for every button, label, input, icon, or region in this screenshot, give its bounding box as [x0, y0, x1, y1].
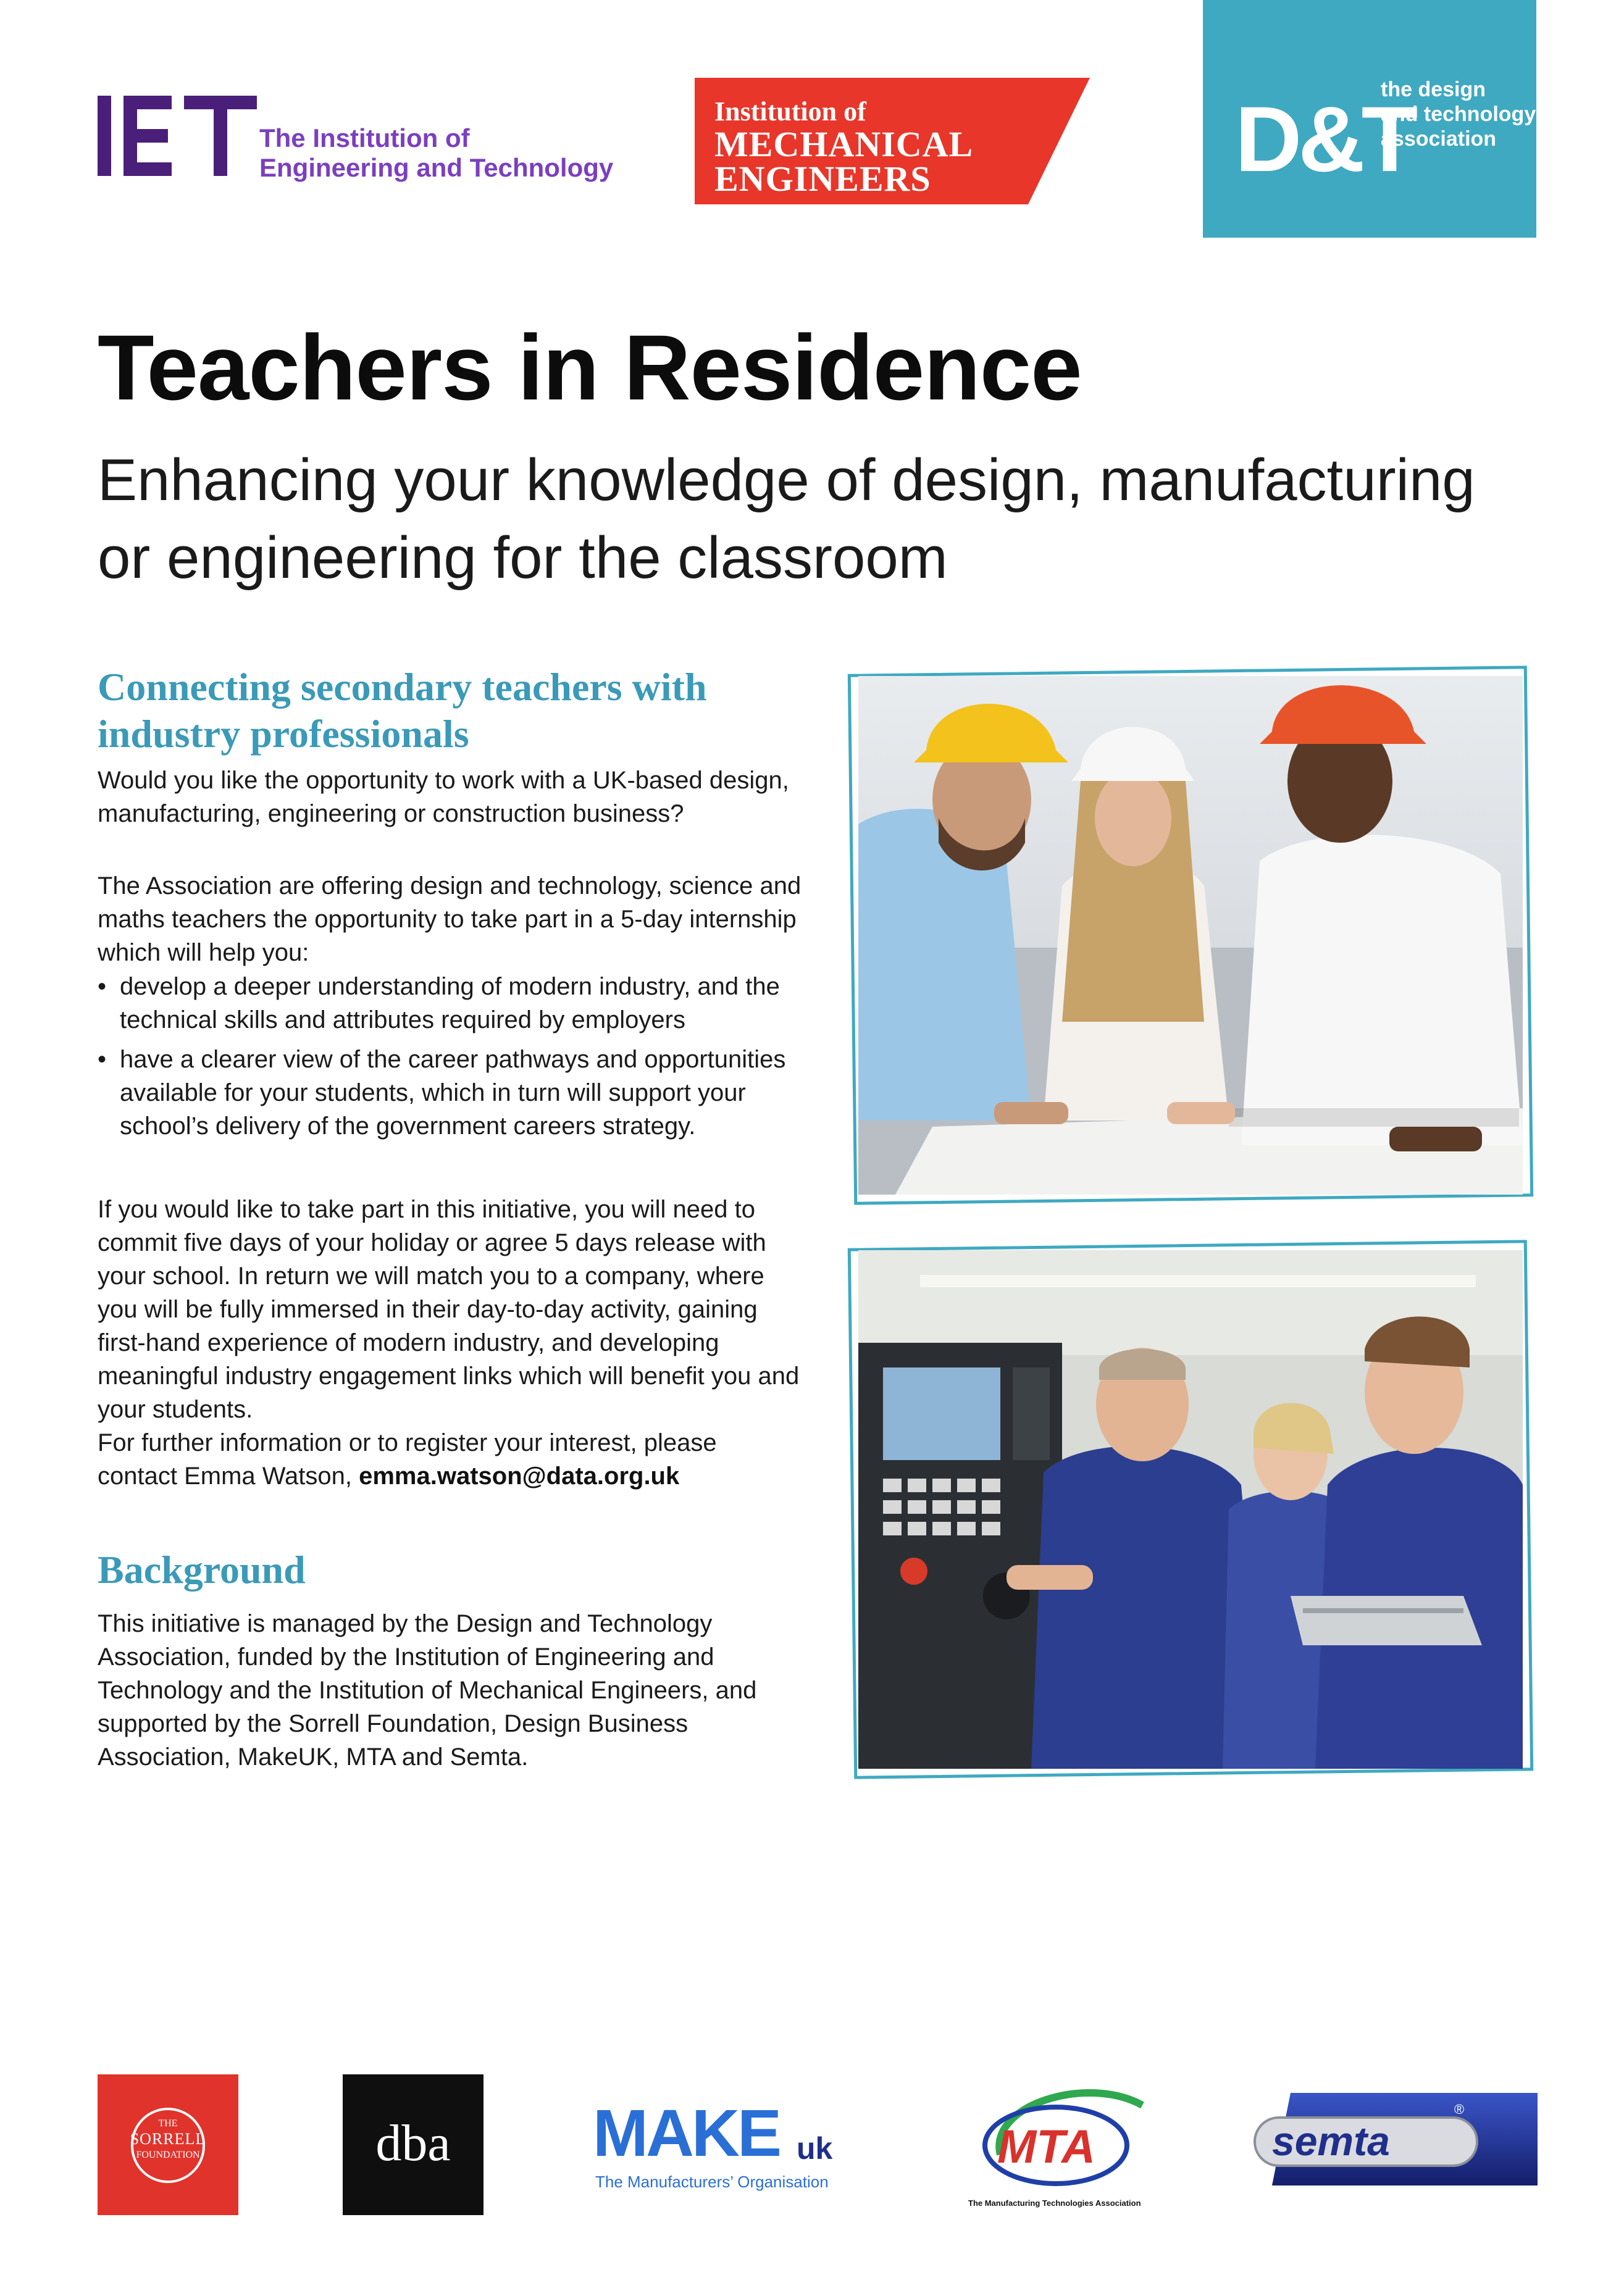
sorrell-line1: THE — [158, 2118, 178, 2129]
make-uk-tagline: The Manufacturers’ Organisation — [595, 2173, 829, 2191]
make-uk-suffix: uk — [797, 2131, 833, 2166]
photo-image — [858, 1250, 1523, 1769]
mta-mark: MTA — [997, 2121, 1095, 2173]
bullet-icon: • — [98, 973, 107, 1000]
contact-paragraph — [98, 1426, 802, 1493]
sorrell-line2: SORRELL — [130, 2130, 206, 2148]
intro-paragraph: Would you like the opportunity to work with a UK-based design, manufacturing, engineering or construction business? — [98, 767, 789, 827]
page-title: Teachers in Residence — [98, 315, 1082, 419]
dt-logo-line1: the design — [1381, 78, 1486, 101]
photo-image — [858, 676, 1523, 1195]
make-uk-mark: MAKE — [593, 2095, 779, 2170]
semta-mark: semta — [1272, 2118, 1390, 2164]
mta-logo — [963, 2081, 1155, 2216]
sorrell-line3: FOUNDATION — [136, 2150, 200, 2160]
background-paragraph: This initiative is managed by the Design and Technology Association, funded by the Institution of Engineering and Technology and the Institution of Mechanical Engineers, and supported by the Sorrell Foundation, Design Business Association, MakeUK, MTA and Semta. — [98, 1610, 757, 1771]
dt-logo-text — [1381, 77, 1536, 151]
imeche-line3: ENGINEERS — [714, 159, 931, 199]
section-heading-background: Background — [98, 1548, 306, 1592]
offer-paragraph: The Association are offering design and technology, science and maths teachers the opportunity to take part in a 5-day internship which will help you: — [98, 872, 802, 966]
list-item-text: develop a deeper understanding of modern industry, and the technical skills and attributes required by employers — [120, 973, 780, 1033]
contact-text: For further information or to register your interest, please contact Emma Watson, — [98, 1429, 717, 1490]
dt-logo-line3: association — [1381, 127, 1497, 151]
iet-logo — [98, 96, 614, 182]
benefits-list — [98, 970, 802, 1149]
sorrell-foundation-logo — [98, 2074, 238, 2215]
iet-logo-mark — [98, 96, 258, 176]
iet-logo-line2: Engineering and Technology — [259, 153, 614, 182]
dba-logo — [343, 2074, 483, 2215]
semta-registered-mark: ® — [1454, 2102, 1465, 2117]
semta-logo — [1254, 2093, 1538, 2185]
photo-engineers-reviewing-plans — [851, 670, 1530, 1201]
dt-logo-line2: and technology — [1381, 102, 1536, 126]
imeche-line1: Institution of — [714, 96, 866, 127]
bullet-icon: • — [98, 1046, 107, 1073]
imeche-logo — [695, 78, 1090, 204]
mta-tagline: The Manufacturing Technologies Association — [968, 2198, 1141, 2208]
commitment-paragraph: If you would like to take part in this initiative, you will need to commit five days of your holiday or agree 5 days release with your school. In return we will match you to a company, where you will be fully immersed in their day-to-day activity, gaining first-hand experience of modern industry, and developing meaningful industry engagement links which will benefit you and your students. — [98, 1196, 800, 1423]
dt-logo-mark: D&T — [1235, 87, 1415, 191]
contact-email-link[interactable]: emma.watson@data.org.uk — [359, 1463, 680, 1490]
photo-cnc-machine-training — [851, 1244, 1530, 1775]
make-uk-logo — [593, 2095, 852, 2198]
page-subtitle: Enhancing your knowledge of design, manufacturing or engineering for the classroom — [98, 447, 1475, 591]
imeche-line2: MECHANICAL — [714, 124, 974, 164]
dt-association-logo — [1203, 0, 1536, 238]
iet-logo-text — [259, 123, 613, 183]
list-item — [98, 1043, 802, 1143]
iet-logo-line1: The Institution of — [259, 123, 470, 152]
imeche-logo-text — [714, 96, 974, 199]
dba-logo-text: dba — [375, 2114, 451, 2172]
list-item — [98, 970, 802, 1037]
list-item-text: have a clearer view of the career pathways and opportunities available for your students, which in turn will support your school’s delivery of the government careers strategy. — [120, 1046, 786, 1140]
section-heading-connecting: Connecting secondary teachers with industry professionals — [98, 665, 707, 756]
